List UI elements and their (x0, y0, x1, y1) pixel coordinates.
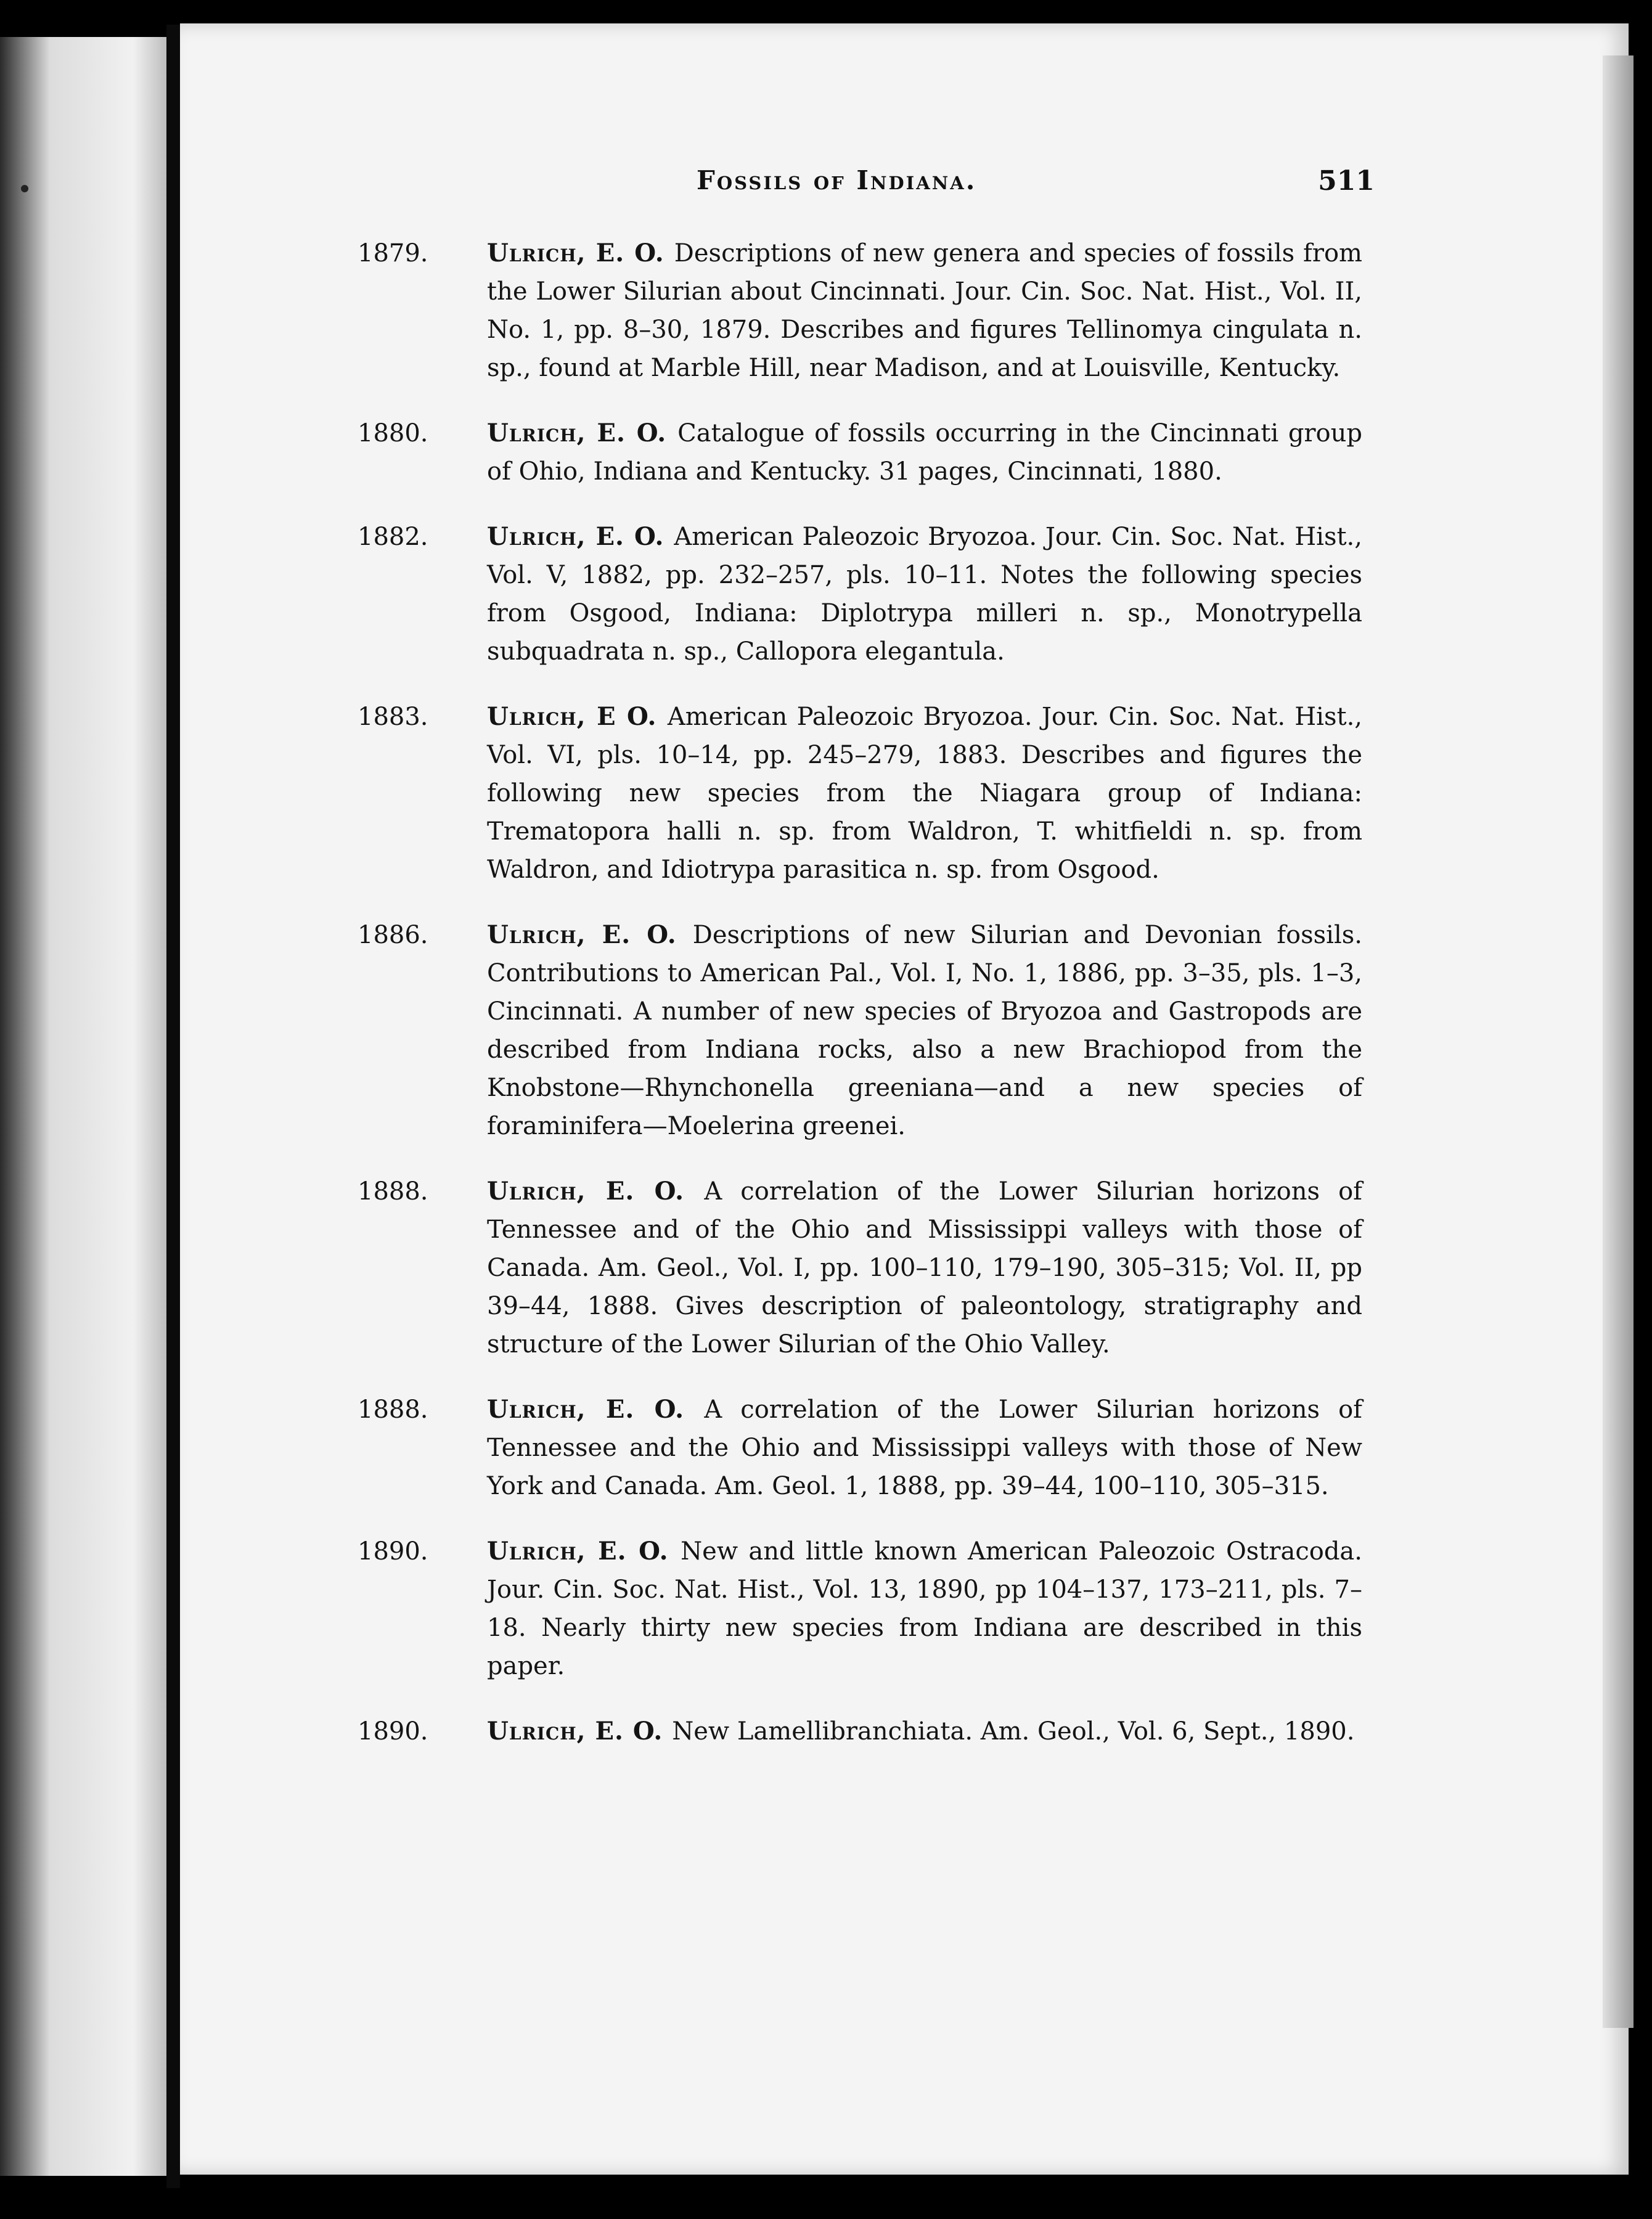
entry-text: A correlation of the Lower Silurian horizons of Tennessee and of the Ohio and Mississippi valleys with those of Canada. Am. Geol., Vol. I, pp. 100–110, 179–190, 305–315; Vol. II, pp 39–44, 1888. Gives description of paleontology, stratigraphy and structure of the Lower Silurian of the Ohio Valley. (487, 1177, 1362, 1359)
entry-year: 1879. (358, 239, 428, 268)
entry-text: New Lamellibranchiata. Am. Geol., Vol. 6, Sept., 1890. (672, 1717, 1355, 1746)
page-header (697, 165, 1375, 208)
page-edge-shadow (1603, 55, 1634, 2028)
bibliography-entry (358, 1172, 1362, 1363)
entry-text: A correlation of the Lower Silurian horizons of Tennessee and the Ohio and Mississippi valleys with those of New York and Canada. Am. Geol. 1, 1888, pp. 39–44, 100–110, 305–315. (487, 1396, 1362, 1500)
entry-author: Ulrich, E. O. (487, 1717, 673, 1746)
bibliography-entry (358, 1532, 1362, 1685)
entry-year: 1882. (358, 523, 428, 551)
entry-year: 1888. (358, 1396, 428, 1424)
book-spine (166, 25, 180, 2188)
entry-author: Ulrich, E. O. (487, 522, 674, 551)
facing-page-edge (0, 37, 166, 2176)
entry-text: Descriptions of new genera and species of fossils from the Lower Silurian about Cincinnati. Jour. Cin. Soc. Nat. Hist., Vol. II, No. 1, pp. 8–30, 1879. Describes and figures Tellinomya cingulata n. sp., found at Marble Hill, near Madison, and at Louisville, Kentucky. (487, 239, 1362, 382)
entry-author: Ulrich, E. O. (487, 419, 678, 447)
bibliography-entry (358, 916, 1362, 1145)
entry-year: 1883. (358, 703, 428, 731)
bibliography-entry (358, 1712, 1362, 1751)
entry-author: Ulrich, E. O. (487, 1177, 705, 1206)
entry-year: 1890. (358, 1717, 428, 1746)
running-title: Fossils of Indiana. (697, 165, 977, 195)
bibliography-entry (358, 1391, 1362, 1505)
entry-text: Descriptions of new Silurian and Devonian fossils. Contributions to American Pal., Vol. I, No. 1, 1886, pp. 3–35, pls. 1–3, Cincinnati. A number of new species of Bryozoa and Gastropods are described from Indiana rocks, also a new Brachiopod from the Knobstone—Rhynchonella greeniana—and a new species of foraminifera—Moelerina greenei. (487, 921, 1362, 1140)
entry-text: New and little known American Paleozoic Ostracoda. Jour. Cin. Soc. Nat. Hist., Vol. 13, 1890, pp 104–137, 173–211, pls. 7–18. Nearly thirty new species from Indiana are described in this paper. (487, 1537, 1362, 1680)
entry-author: Ulrich, E. O. (487, 920, 693, 949)
bibliography-entry (358, 234, 1362, 387)
page-number: 511 (1318, 165, 1375, 197)
entry-text: American Paleozoic Bryozoa. Jour. Cin. Soc. Nat. Hist., Vol. VI, pls. 10–14, pp. 245–279, 1883. Describes and figures the following new species from the Niagara group of Indiana: Trematopora halli n. sp. from Waldron, T. whitfieldi n. sp. from Waldron, and Idiotrypa parasitica n. sp. from Osgood. (487, 703, 1362, 884)
bibliography-entry (358, 518, 1362, 671)
entry-year: 1888. (358, 1177, 428, 1206)
entry-text: American Paleozoic Bryozoa. Jour. Cin. Soc. Nat. Hist., Vol. V, 1882, pp. 232–257, pls. 10–11. Notes the following species from Osgood, Indiana: Diplotrypa milleri n. sp., Monotrypella subquadrata n. sp., Callopora elegantula. (487, 523, 1362, 666)
entry-text: Catalogue of fossils occurring in the Cincinnati group of Ohio, Indiana and Kentucky. 31 pages, Cincinnati, 1880. (487, 419, 1362, 486)
entry-year: 1886. (358, 921, 428, 949)
entry-year: 1880. (358, 419, 428, 447)
entry-author: Ulrich, E. O. (487, 239, 674, 268)
entry-author: Ulrich, E. O. (487, 1395, 705, 1424)
margin-mark (21, 185, 28, 192)
entry-year: 1890. (358, 1537, 428, 1566)
bibliography-list (358, 234, 1362, 1778)
entry-author: Ulrich, E O. (487, 702, 668, 731)
bibliography-entry (358, 414, 1362, 491)
bibliography-entry (358, 698, 1362, 889)
entry-author: Ulrich, E. O. (487, 1537, 681, 1566)
